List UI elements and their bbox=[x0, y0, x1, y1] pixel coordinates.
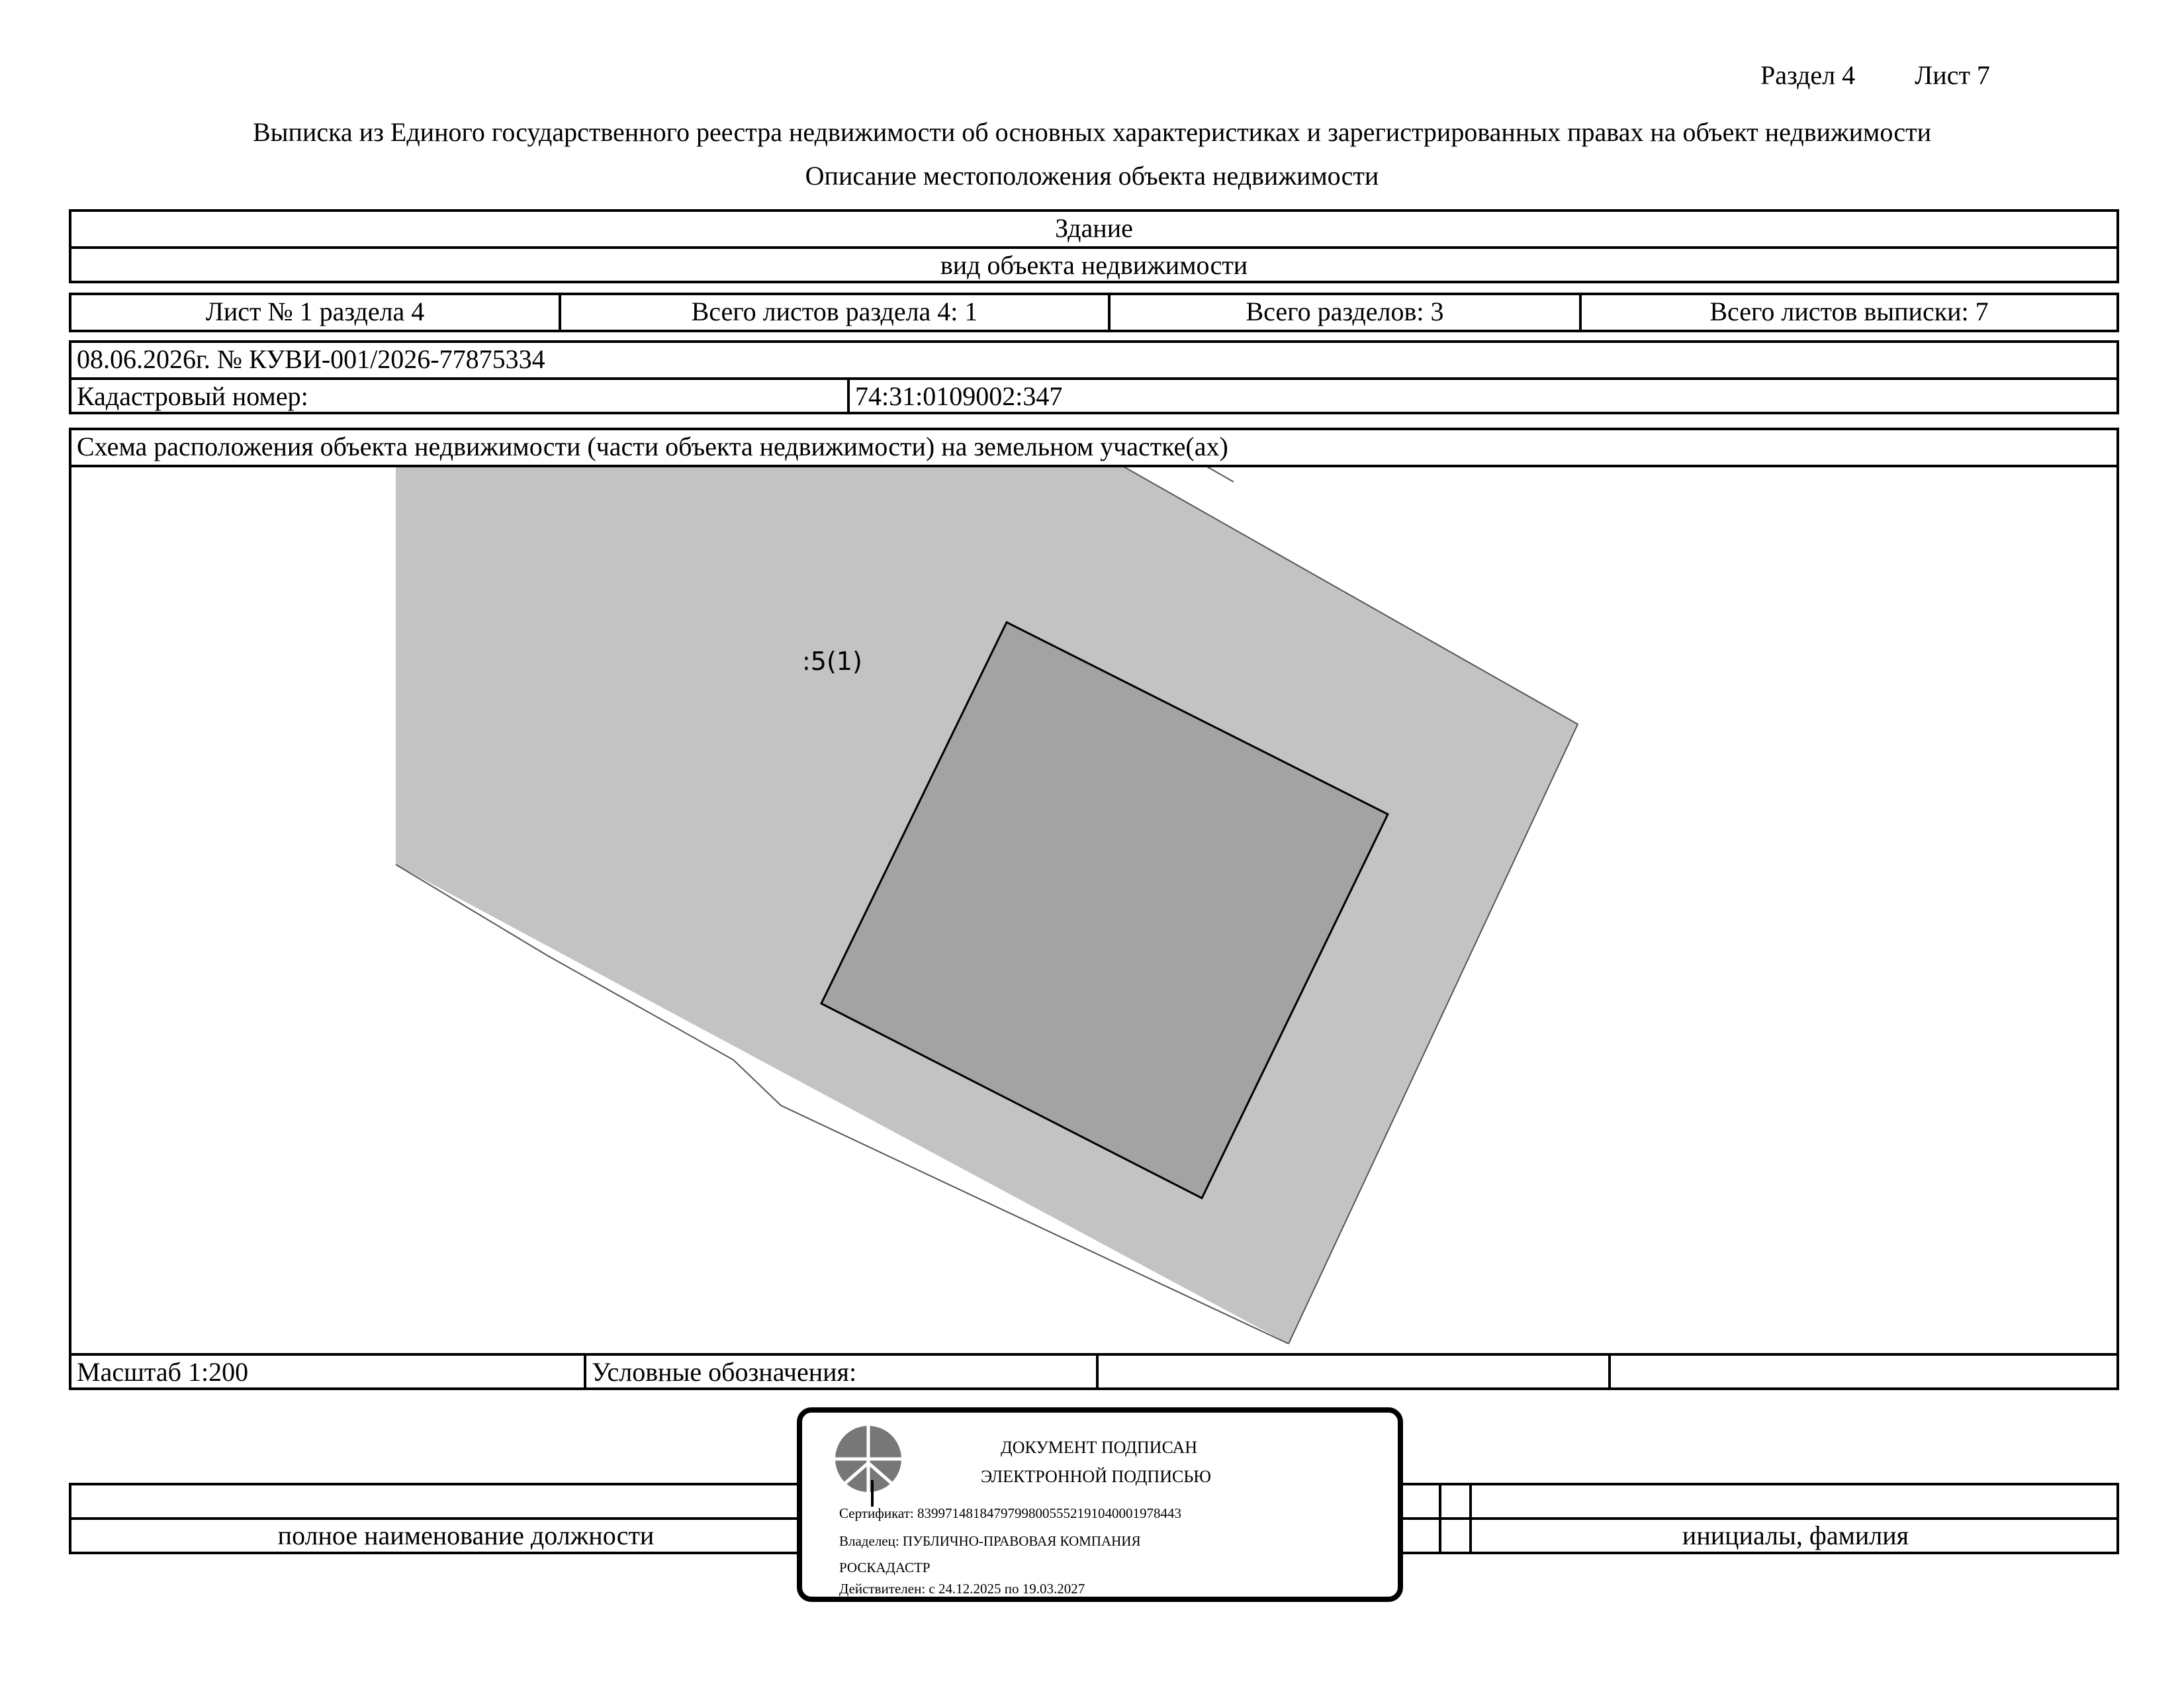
stamp-line-1: ДОКУМЕНТ ПОДПИСАН bbox=[1001, 1438, 1198, 1457]
document-title: Выписка из Единого государственного реестра недвижимости об основных характеристиках и зарегистрированных правах на объект недвижимости bbox=[252, 117, 1931, 147]
plan-area bbox=[71, 465, 2116, 1353]
legend-cell: Условные обозначения: bbox=[584, 1356, 1096, 1387]
stamp-certificate: Сертификат: 83997148184797998005552191040001978443 bbox=[839, 1505, 1181, 1521]
name-caption: инициалы, фамилия bbox=[1682, 1521, 1909, 1550]
section-number: Раздел 4 bbox=[1760, 60, 1856, 90]
neighbor-boundary-line bbox=[1197, 467, 1234, 482]
roskadastr-logo-icon bbox=[834, 1425, 903, 1493]
stamp-owner-line-2: РОСКАДАСТР bbox=[839, 1560, 931, 1575]
cadastral-number: 74:31:0109002:347 bbox=[847, 380, 2116, 412]
stamp-owner-line-1: Владелец: ПУБЛИЧНО-ПРАВОВАЯ КОМПАНИЯ bbox=[839, 1533, 1141, 1549]
stamp-validity: Действителен: с 24.12.2025 по 19.03.2027 bbox=[839, 1581, 1085, 1597]
parcel-label: :5(1) bbox=[802, 647, 862, 676]
object-type-value: Здание bbox=[1055, 213, 1133, 243]
document-subtitle: Описание местоположения объекта недвижимости bbox=[805, 161, 1379, 191]
extract-sheets-cell: Всего листов выписки: 7 bbox=[1579, 295, 2116, 330]
record-box bbox=[69, 340, 2119, 414]
sheets-info-box bbox=[69, 293, 2119, 332]
scale-cell: Масштаб 1:200 bbox=[77, 1357, 249, 1387]
scheme-title: Схема расположения объекта недвижимости (части объекта недвижимости) на земельном участке(ах) bbox=[77, 432, 1228, 461]
sheet-number: Лист 7 bbox=[1915, 60, 1990, 90]
electronic-signature-stamp bbox=[797, 1407, 1403, 1602]
legend-empty-cell-1 bbox=[1096, 1356, 1608, 1387]
page-header-right bbox=[1760, 60, 1990, 91]
sheet-no-cell: Лист № 1 раздела 4 bbox=[205, 297, 425, 326]
parcel-plan bbox=[71, 467, 2116, 1353]
sections-total-cell: Всего разделов: 3 bbox=[1108, 295, 1579, 330]
object-type-box bbox=[69, 209, 2119, 283]
cadastral-label: Кадастровый номер: bbox=[77, 381, 308, 411]
date-number: 08.06.2026г. № КУВИ-001/2026-77875334 bbox=[77, 344, 545, 374]
stamp-line-2: ЭЛЕКТРОННОЙ ПОДПИСЬЮ bbox=[981, 1467, 1211, 1486]
legend-empty-cell-2 bbox=[1608, 1356, 2116, 1387]
position-caption: полное наименование должности bbox=[277, 1521, 655, 1550]
section-sheets-cell: Всего листов раздела 4: 1 bbox=[559, 295, 1108, 330]
object-type-caption: вид объекта недвижимости bbox=[71, 246, 2116, 281]
scheme-box bbox=[69, 428, 2119, 1390]
